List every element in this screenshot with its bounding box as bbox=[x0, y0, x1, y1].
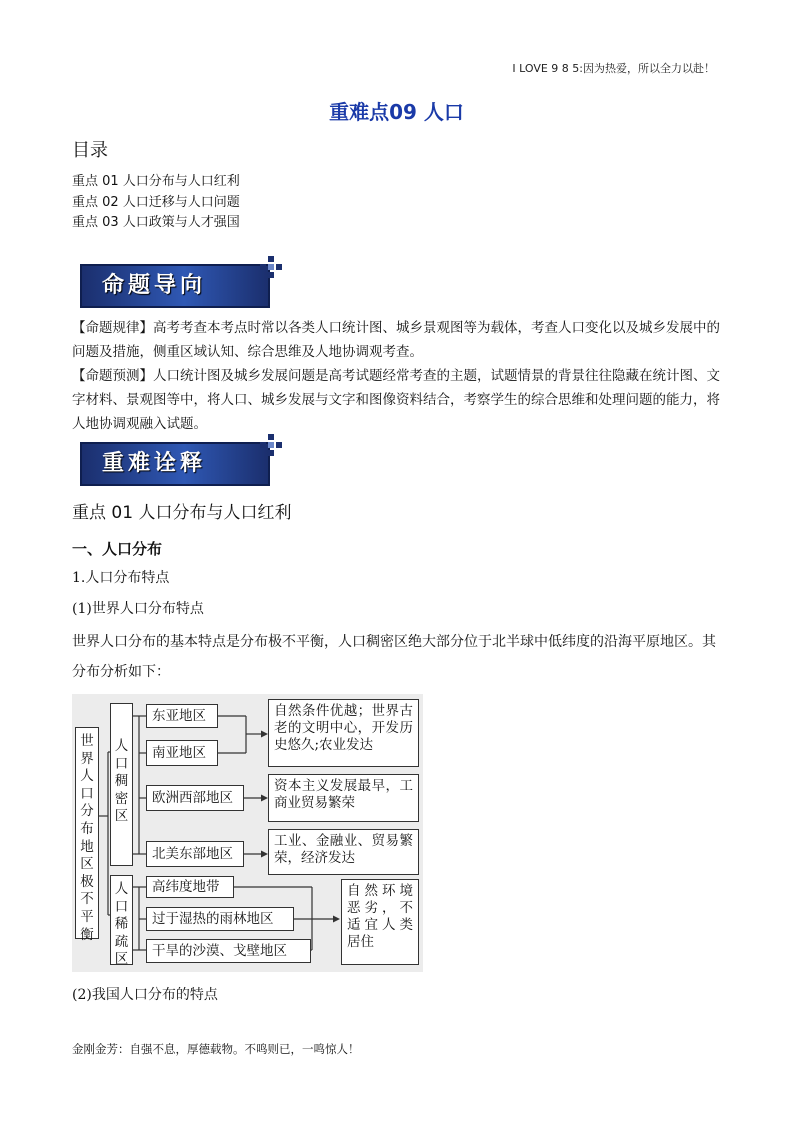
banner-guide-label: 命题导向 bbox=[102, 273, 207, 298]
region-eastern-north-america: 北美东部地区 bbox=[146, 841, 244, 867]
paragraph: (1)世界人口分布特点 bbox=[72, 601, 204, 617]
guide-forecast: 【命题预测】人口统计图及城乡发展问题是高考试题经常考查的主题，试题情景的背景往往隐藏在统计图、文字材料、景观图等中，将人口、城乡发展与文字和图像资料结合，考察学生的综合思维和处理问题的能力，将人地协调观融入试题。 bbox=[72, 368, 720, 432]
reason-north-america: 工业、金融业、贸易繁荣，经济发达 bbox=[268, 829, 419, 875]
subsection-heading: 一、人口分布 bbox=[72, 540, 163, 558]
guide-rule: 【命题规律】高考考查本考点时常以各类人口统计图、城乡景观图等为载体，考查人口变化以及城乡发展中的问题及措施，侧重区域认知、综合思维及人地协调观考查。 bbox=[72, 320, 720, 360]
section-heading: 重点 01 人口分布与人口红利 bbox=[72, 503, 292, 523]
toc-item[interactable]: 重点 03 人口政策与人才强国 bbox=[72, 215, 240, 230]
toc-item[interactable]: 重点 01 人口分布与人口红利 bbox=[72, 174, 240, 189]
reason-asia: 自然条件优越；世界古老的文明中心，开发历史悠久;农业发达 bbox=[268, 699, 419, 767]
page-title: 重难点09 人口 bbox=[329, 100, 464, 124]
diagram-dense-box: 人口稠密区 bbox=[110, 703, 133, 866]
header-note: I LOVE 9 8 5:因为热爱，所以全力以赴！ bbox=[512, 62, 715, 75]
reason-europe: 资本主义发展最早，工商业贸易繁荣 bbox=[268, 774, 419, 822]
paragraph: (2)我国人口分布的特点 bbox=[72, 987, 218, 1003]
diagram-root-box: 世界人口分布地区极不平衡 bbox=[75, 727, 99, 939]
toc-heading: 目录 bbox=[72, 140, 108, 161]
banner-explain-label: 重难诠释 bbox=[102, 451, 207, 476]
banner-guide bbox=[80, 264, 270, 308]
toc-item[interactable]: 重点 02 人口迁移与人口问题 bbox=[72, 194, 240, 210]
region-western-europe: 欧洲西部地区 bbox=[146, 785, 244, 811]
banner-explain bbox=[80, 442, 270, 486]
diagram-sparse-box: 人口稀疏区 bbox=[110, 875, 133, 965]
paragraph: 世界人口分布的基本特点是分布极不平衡，人口稠密区绝大部分位于北半球中低纬度的沿海平原地区。其分布分析如下： bbox=[72, 634, 716, 680]
population-distribution-diagram bbox=[72, 694, 423, 972]
region-east-asia: 东亚地区 bbox=[146, 704, 218, 728]
reason-sparse: 自然环境恶劣，不适宜人类居住 bbox=[341, 879, 419, 965]
banner-decoration bbox=[260, 434, 282, 456]
region-rainforest: 过于湿热的雨林地区 bbox=[146, 907, 294, 931]
banner-decoration bbox=[260, 256, 282, 278]
footer-note: 金刚金芳：自强不息，厚德载物。不鸣则已，一鸣惊人！ bbox=[72, 1042, 360, 1056]
region-desert: 干旱的沙漠、戈壁地区 bbox=[146, 939, 311, 963]
paragraph: 1.人口分布特点 bbox=[72, 570, 170, 586]
region-south-asia: 南亚地区 bbox=[146, 740, 218, 766]
region-high-latitude: 高纬度地带 bbox=[146, 876, 234, 898]
toc-list bbox=[72, 172, 240, 234]
